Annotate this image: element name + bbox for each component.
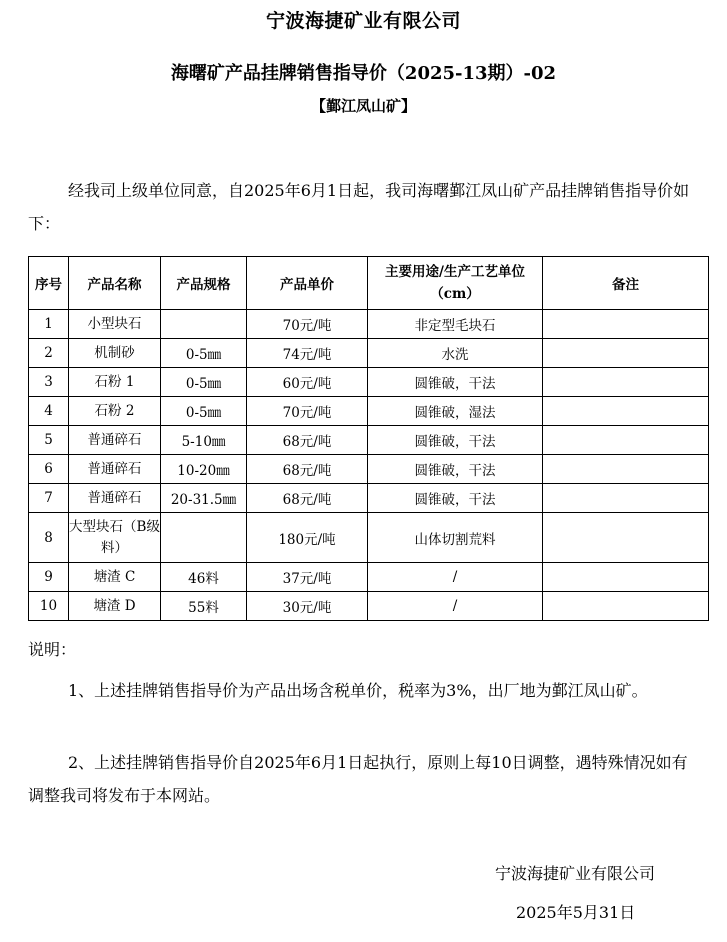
cell-price: 68元/吨 (247, 484, 368, 513)
cell-remarks (543, 310, 709, 339)
intro-paragraph: 经我司上级单位同意，自2025年6月1日起，我司海曙鄞江凤山矿产品挂牌销售指导价如下： (28, 181, 690, 233)
signature-company: 宁波海捷矿业有限公司 (495, 864, 656, 883)
table-row (29, 426, 709, 455)
cell-usage: 圆锥破，干法 (368, 455, 543, 484)
cell-remarks (543, 455, 709, 484)
table-row (29, 484, 709, 513)
cell-spec: 0-5㎜ (161, 368, 247, 397)
cell-price: 70元/吨 (247, 397, 368, 426)
cell-remarks (543, 368, 709, 397)
column-header-price: 产品单价 (247, 257, 368, 310)
cell-usage: / (368, 592, 543, 621)
cell-spec: 20-31.5㎜ (161, 484, 247, 513)
notes-heading: 说明： (28, 640, 77, 659)
cell-product-name: 普通碎石 (69, 455, 161, 484)
column-header-usage: 主要用途/生产工艺单位（cm） (368, 257, 543, 310)
cell-index: 8 (29, 513, 69, 563)
table-row (29, 310, 709, 339)
cell-spec: 46料 (161, 563, 247, 592)
cell-remarks (543, 563, 709, 592)
note-item-2: 2、上述挂牌销售指导价自2025年6月1日起执行，原则上每10日调整，遇特殊情况如有调整我司将发布于本网站。 (28, 753, 688, 805)
table-row (29, 513, 709, 563)
cell-spec: 0-5㎜ (161, 397, 247, 426)
cell-price: 60元/吨 (247, 368, 368, 397)
table-row (29, 368, 709, 397)
cell-index: 10 (29, 592, 69, 621)
cell-price: 70元/吨 (247, 310, 368, 339)
cell-remarks (543, 513, 709, 563)
cell-spec: 0-5㎜ (161, 339, 247, 368)
cell-price: 180元/吨 (247, 513, 368, 563)
column-header-product-name: 产品名称 (69, 257, 161, 310)
table-header-row (29, 257, 709, 310)
column-header-remarks: 备注 (543, 257, 709, 310)
table-row (29, 397, 709, 426)
company-name: 宁波海捷矿业有限公司 (265, 10, 461, 32)
cell-usage: 水洗 (368, 339, 543, 368)
cell-index: 2 (29, 339, 69, 368)
cell-index: 5 (29, 426, 69, 455)
cell-price: 37元/吨 (247, 563, 368, 592)
document-subtitle: 【鄞江凤山矿】 (310, 97, 416, 115)
cell-remarks (543, 339, 709, 368)
cell-product-name: 普通碎石 (69, 484, 161, 513)
cell-index: 3 (29, 368, 69, 397)
table-row (29, 563, 709, 592)
cell-product-name: 普通碎石 (69, 426, 161, 455)
cell-index: 7 (29, 484, 69, 513)
cell-remarks (543, 484, 709, 513)
table-row (29, 592, 709, 621)
cell-index: 6 (29, 455, 69, 484)
cell-index: 4 (29, 397, 69, 426)
table-row (29, 339, 709, 368)
document-title: 海曙矿产品挂牌销售指导价（2025-13期）-02 (170, 63, 557, 84)
cell-price: 30元/吨 (247, 592, 368, 621)
cell-usage: 山体切割荒料 (368, 513, 543, 563)
cell-usage: / (368, 563, 543, 592)
cell-price: 68元/吨 (247, 426, 368, 455)
cell-product-name: 石粉 1 (69, 368, 161, 397)
column-header-spec: 产品规格 (161, 257, 247, 310)
cell-price: 74元/吨 (247, 339, 368, 368)
cell-product-name: 小型块石 (69, 310, 161, 339)
cell-usage: 圆锥破，干法 (368, 368, 543, 397)
table-body (29, 310, 709, 621)
column-header-index: 序号 (29, 257, 69, 310)
cell-spec: 10-20㎜ (161, 455, 247, 484)
signature-date: 2025年5月31日 (516, 903, 636, 922)
cell-product-name: 石粉 2 (69, 397, 161, 426)
price-table (28, 256, 709, 621)
cell-remarks (543, 426, 709, 455)
cell-usage: 非定型毛块石 (368, 310, 543, 339)
cell-remarks (543, 592, 709, 621)
cell-usage: 圆锥破，湿法 (368, 397, 543, 426)
cell-spec: 5-10㎜ (161, 426, 247, 455)
cell-product-name: 塘渣 C (69, 563, 161, 592)
cell-product-name: 塘渣 D (69, 592, 161, 621)
cell-spec (161, 513, 247, 563)
cell-spec (161, 310, 247, 339)
cell-usage: 圆锥破，干法 (368, 426, 543, 455)
cell-price: 68元/吨 (247, 455, 368, 484)
cell-index: 1 (29, 310, 69, 339)
table-row (29, 455, 709, 484)
cell-product-name: 机制砂 (69, 339, 161, 368)
cell-spec: 55料 (161, 592, 247, 621)
cell-remarks (543, 397, 709, 426)
cell-usage: 圆锥破，干法 (368, 484, 543, 513)
note-item-1: 1、上述挂牌销售指导价为产品出场含税单价，税率为3%，出厂地为鄞江凤山矿。 (68, 681, 648, 700)
cell-product-name: 大型块石（B级料） (69, 513, 161, 563)
cell-index: 9 (29, 563, 69, 592)
